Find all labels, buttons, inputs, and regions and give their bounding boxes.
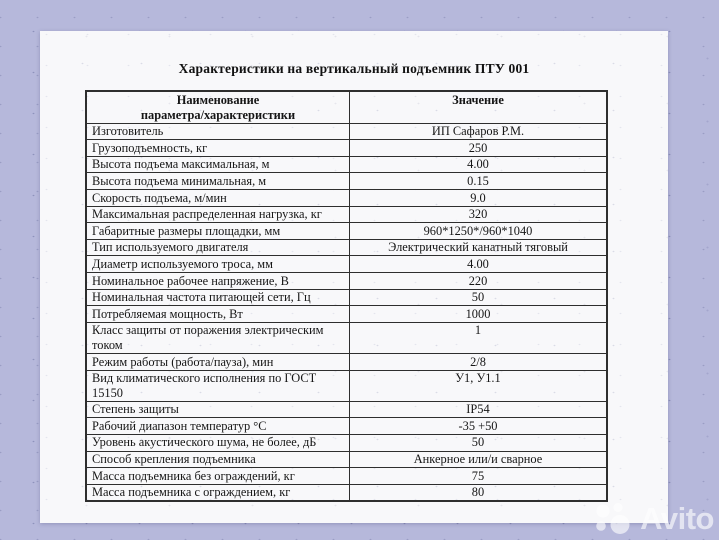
parameter-value-cell: 1: [349, 323, 606, 353]
document-page: [40, 31, 668, 523]
parameter-name-cell: Степень защиты: [92, 402, 179, 417]
parameter-name-cell: Способ крепления подъемника: [92, 452, 256, 467]
table-row: [87, 353, 606, 370]
parameter-name-cell: Потребляемая мощность, Вт: [92, 306, 243, 321]
table-row: [87, 124, 606, 140]
parameter-value-cell: 250: [349, 140, 606, 156]
parameter-name-cell: Масса подъемника с ограждением, кг: [92, 485, 291, 500]
parameter-value-cell: У1, У1.1: [349, 371, 606, 401]
table-header-row: [87, 92, 606, 124]
parameter-name-cell: Грузоподъемность, кг: [92, 140, 208, 155]
column-header-parameter-line1: Наименование: [176, 93, 260, 107]
parameter-name-cell: Скорость подъема, м/мин: [92, 190, 227, 205]
parameter-value-cell: 4.00: [349, 256, 606, 272]
parameter-name-cell: Высота подъема максимальная, м: [92, 157, 270, 172]
table-row: [87, 206, 606, 223]
parameter-name-cell: Изготовитель: [92, 124, 164, 139]
parameter-value-cell: 50: [349, 435, 606, 451]
parameter-value-cell: 0.15: [349, 173, 606, 189]
parameter-name-cell: Габаритные размеры площадки, мм: [92, 223, 281, 238]
table-row: [87, 322, 606, 353]
column-header-value: Значение: [349, 92, 606, 123]
table-row: [87, 484, 606, 501]
table-row: [87, 139, 606, 156]
column-header-parameter-line2: параметра/характеристики: [140, 107, 296, 122]
table-row: [87, 434, 606, 451]
parameter-value-cell: 220: [349, 273, 606, 289]
parameter-value-cell: 50: [349, 290, 606, 306]
parameter-value-cell: 9.0: [349, 190, 606, 206]
parameter-name-cell: Высота подъема минимальная, м: [92, 173, 267, 188]
table-row: [87, 305, 606, 322]
table-row: [87, 401, 606, 418]
table-row: [87, 239, 606, 256]
parameter-name-cell: Режим работы (работа/пауза), мин: [92, 354, 274, 369]
parameter-value-cell: 80: [349, 485, 606, 501]
table-row: [87, 289, 606, 306]
table-row: [87, 451, 606, 468]
parameter-value-cell: IP54: [349, 402, 606, 418]
parameter-name-cell: Рабочий диапазон температур °С: [92, 418, 267, 433]
table-row: [87, 467, 606, 484]
table-row: [87, 222, 606, 239]
parameter-value-cell: 2/8: [349, 354, 606, 370]
parameter-name-cell: Уровень акустического шума, не более, дБ: [92, 435, 317, 450]
parameter-value-cell: 960*1250*/960*1040: [349, 223, 606, 239]
parameter-name-cell: Номинальная частота питающей сети, Гц: [92, 290, 311, 305]
table-row: [87, 172, 606, 189]
parameter-name-cell: Номинальное рабочее напряжение, В: [92, 273, 289, 288]
parameter-name-cell: Тип используемого двигателя: [92, 240, 249, 255]
parameter-value-cell: ИП Сафаров Р.М.: [349, 124, 606, 140]
parameter-name-cell: Масса подъемника без ограждений, кг: [92, 468, 295, 483]
column-header-parameter: [87, 92, 349, 123]
parameter-value-cell: 1000: [349, 306, 606, 322]
table-body: [87, 124, 606, 501]
parameter-value-cell: 320: [349, 207, 606, 223]
parameter-name-cell: Класс защиты от поражения электрическим током: [92, 323, 324, 352]
parameter-value-cell: Электрический канатный тяговый: [349, 240, 606, 256]
table-row: [87, 417, 606, 434]
table-row: [87, 370, 606, 401]
parameter-name-cell: Диаметр используемого троса, мм: [92, 256, 273, 271]
table-row: [87, 272, 606, 289]
table-row: [87, 255, 606, 272]
characteristics-table: [85, 90, 608, 502]
parameter-name-cell: Вид климатического исполнения по ГОСТ 15150: [92, 371, 317, 400]
parameter-name-cell: Максимальная распределенная нагрузка, кг: [92, 207, 322, 222]
parameter-value-cell: Анкерное или/и сварное: [349, 452, 606, 468]
table-row: [87, 189, 606, 206]
parameter-value-cell: -35 +50: [349, 418, 606, 434]
page-title: Характеристики на вертикальный подъемник ПТУ 001: [178, 61, 530, 76]
parameter-value-cell: 4.00: [349, 157, 606, 173]
parameter-value-cell: 75: [349, 468, 606, 484]
avito-watermark-label: Avito: [640, 500, 714, 536]
table-row: [87, 156, 606, 173]
